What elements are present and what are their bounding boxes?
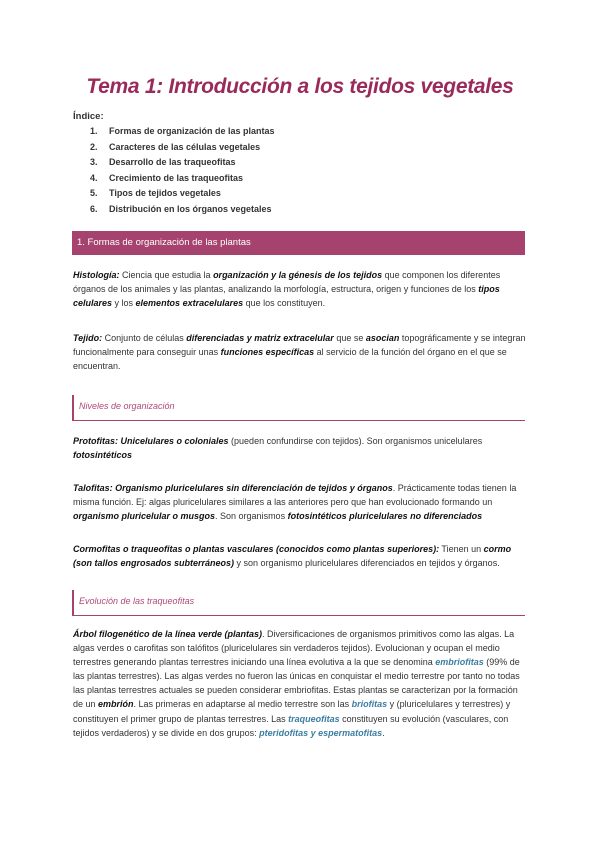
page-title: Tema 1: Introducción a los tejidos vegetales xyxy=(86,75,514,98)
paragraph-talofitas: Talofitas: Organismo pluricelulares sin diferenciación de tejidos y órganos. Prácticamente todas tienen la misma función. Ej: algas pluricelulares similares a las anteriores pero que han evolucionado formando un organismo pluricelular o musgos. Son organismos fotosintéticos pluricelulares no diferenciados xyxy=(73,483,517,522)
toc-item: 4. Crecimiento de las traqueofitas xyxy=(90,172,244,183)
toc-item: 5. Tipos de tejidos vegetales xyxy=(90,188,221,199)
table-of-contents xyxy=(90,124,275,218)
paragraph-tejido: Tejido: Conjunto de células diferenciadas y matriz extracelular que se asocian topográficamente y se integran funcionalmente para conseguir unas funciones específicas al servicio de la función del órgano en el que se encuentran. xyxy=(73,333,526,372)
toc-item: 6. Distribución en los órganos vegetales xyxy=(90,203,272,214)
paragraph-cormofitas: Cormofitas o traqueofitas o plantas vasculares (conocidos como plantas superiores): Tienen un cormo (son tallos engrosados subterráneos) y son organismo pluricelulares diferenciados en tejidos y órganos. xyxy=(73,544,512,569)
toc-item: 2. Caracteres de las células vegetales xyxy=(90,141,261,152)
subsection-heading-evolucion: Evolución de las traqueofitas xyxy=(72,590,525,616)
subsection-heading-niveles: Niveles de organización xyxy=(72,395,525,421)
section-heading: 1. Formas de organización de las plantas xyxy=(72,231,525,255)
toc-item: 3. Desarrollo de las traqueofitas xyxy=(90,157,236,168)
index-label: Índice: xyxy=(73,111,104,122)
paragraph-histologia: Histología: Ciencia que estudia la organización y la génesis de los tejidos que componen los diferentes órganos de los animales y las plantas, analizando la morfología, estructura, origen y funciones de los tipos celulares y los elementos extracelulares que los constituyen. xyxy=(73,270,501,309)
toc-item: 1. Formas de organización de las plantas xyxy=(90,126,275,136)
paragraph-protofitas: Protofitas: Unicelulares o coloniales (pueden confundirse con tejidos). Son organismos unicelulares fotosintéticos xyxy=(73,436,483,461)
paragraph-evolucion: Árbol filogenético de la línea verde (plantas). Diversificaciones de organismos primitivos como las algas. La algas verdes o carofitas son talófitos (pluricelulares sin verdaderos tejidos). Evolucionan y ocupan el medio terrestres generando plantas terrestres iniciando una línea evolutiva a la que se denomina embriofitas (99% de las plantas terrestres). Las algas verdes no fueron las únicas en conquistar el medio terrestre por tanto no todas las plantas terrestres actuales se pueden considerar embriofitas. Estas plantas se caracterizan por la formación de un embrión. Las primeras en adaptarse al medio terrestre son las briofitas y (pluricelulares y terrestres) y constituyen el primer grupo de plantas terrestres. Las traqueofitas constituyen su evolución (vasculares, con tejidos verdaderos) y se divide en dos grupos: pteridofitas y espermatofitas. xyxy=(73,629,520,738)
